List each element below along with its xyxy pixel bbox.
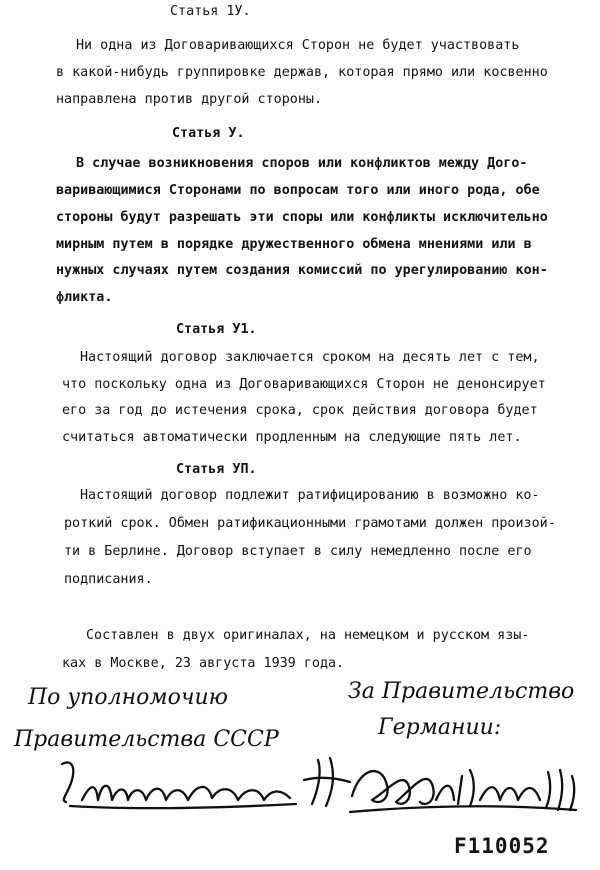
article-5-heading: Статья У. — [172, 126, 245, 141]
article-4-line-2: в какой-нибудь группировке держав, которая прямо или косвенно — [56, 65, 548, 80]
left-caption-line-1: По уполномочию — [28, 685, 229, 710]
article-7-line-4: подписания. — [64, 572, 153, 587]
document-number: F110052 — [454, 834, 550, 858]
article-6-heading: Статья У1. — [176, 322, 257, 337]
article-4-heading: Статья 1У. — [170, 4, 251, 19]
left-caption-line-2: Правительства СССР — [14, 727, 279, 752]
article-7-line-1: Настоящий договор подлежит ратифицированию в возможно ко- — [80, 488, 540, 503]
article-5-line-1: В случае возникновения споров или конфликтов между Дого- — [76, 156, 528, 171]
right-caption-line-2: Германии: — [378, 715, 502, 740]
article-4-line-1: Ни одна из Договаривающихся Сторон не будет участвовать — [76, 38, 520, 53]
article-6-line-4: считаться автоматически продленным на следующие пять лет. — [62, 430, 522, 445]
article-7-line-3: ти в Берлине. Договор вступает в силу немедленно после его — [64, 544, 532, 559]
ribbentrop-signature — [304, 758, 576, 812]
right-caption-line-1: За Правительство — [348, 679, 575, 704]
signatures-block — [0, 672, 600, 832]
article-5-line-4: мирным путем в порядке дружественного обмена мнениями или в — [56, 237, 532, 252]
article-6-line-1: Настоящий договор заключается сроком на десять лет с тем, — [80, 350, 540, 365]
closing-line-1: Составлен в двух оригиналах, на немецком и русском язы- — [86, 628, 530, 643]
article-6-line-2: что поскольку одна из Договаривающихся Сторон не денонсирует — [62, 377, 546, 392]
article-7-line-2: роткий срок. Обмен ратификационными грамотами должен произой- — [64, 516, 556, 531]
article-5-line-6: фликта. — [56, 290, 113, 305]
article-5-line-2: варивающимися Сторонами по вопросам того или иного рода, обе — [56, 183, 540, 198]
article-6-line-3: его за год до истечения срока, срок действия договора будет — [62, 403, 538, 418]
article-5-line-5: нужных случаях путем создания комиссий по урегулированию кон- — [56, 263, 548, 278]
molotov-signature — [62, 763, 296, 809]
closing-line-2: ках в Москве, 23 августа 1939 года. — [62, 656, 345, 671]
article-4-line-3: направлена против другой стороны. — [56, 92, 323, 107]
article-7-heading: Статья УП. — [176, 462, 257, 477]
article-5-line-3: стороны будут разрешать эти споры или конфликты исключительно — [56, 210, 548, 225]
